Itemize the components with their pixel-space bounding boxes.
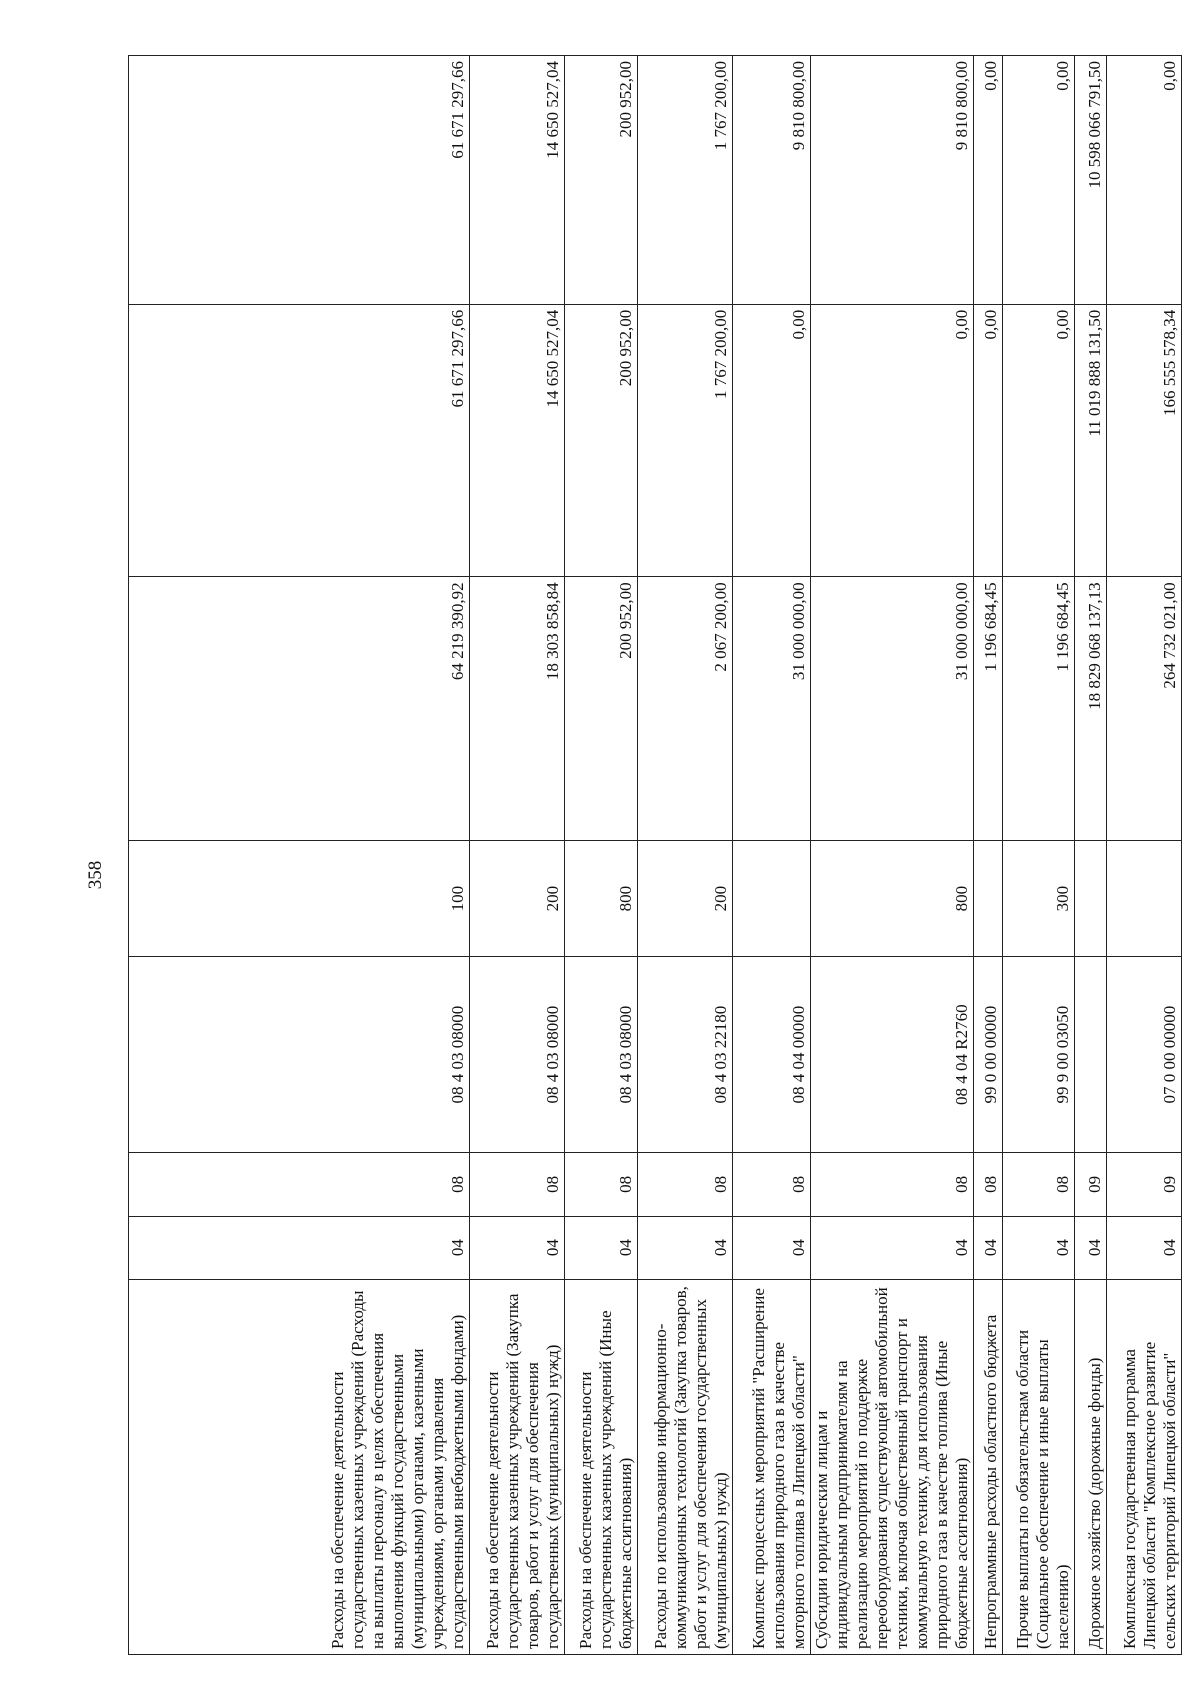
section-code: 04 bbox=[565, 1216, 638, 1279]
budget-table-container bbox=[128, 55, 1180, 1655]
amount-2: 61 671 297,66 bbox=[129, 304, 470, 577]
amount-1: 2 067 200,00 bbox=[638, 577, 733, 841]
table-row bbox=[129, 56, 470, 1655]
expense-type-code: 100 bbox=[129, 841, 470, 957]
subsection-code: 08 bbox=[974, 1153, 1003, 1216]
subsection-code: 09 bbox=[1107, 1153, 1182, 1216]
target-article-code: 08 4 03 08000 bbox=[565, 956, 638, 1152]
expense-type-code: 800 bbox=[565, 841, 638, 957]
amount-2: 0,00 bbox=[733, 304, 811, 577]
amount-1: 31 000 000,00 bbox=[811, 577, 974, 841]
section-code: 04 bbox=[733, 1216, 811, 1279]
amount-2: 200 952,00 bbox=[565, 304, 638, 577]
target-article-code: 08 4 03 22180 bbox=[638, 956, 733, 1152]
row-description: Субсидии юридическим лицам и индивидуальным предпринимателям на реализацию мероприятий по поддержке переоборудования существующей автомобильной техники, включая общественный транспорт и коммунальную технику, для использования природного газа в качестве топлива (Иные бюджетные ассигнования) bbox=[811, 1279, 974, 1654]
amount-3: 61 671 297,66 bbox=[129, 56, 470, 305]
amount-2: 0,00 bbox=[811, 304, 974, 577]
amount-1: 1 196 684,45 bbox=[1003, 577, 1075, 841]
row-description: Расходы на обеспечение деятельности государственных казенных учреждений (Иные бюджетные ассигнования) bbox=[565, 1279, 638, 1654]
amount-1: 31 000 000,00 bbox=[733, 577, 811, 841]
amount-1: 264 732 021,00 bbox=[1107, 577, 1182, 841]
target-article-code: 08 4 03 08000 bbox=[470, 956, 565, 1152]
amount-2: 11 019 888 131,50 bbox=[1075, 304, 1107, 577]
subsection-code: 08 bbox=[638, 1153, 733, 1216]
amount-1: 64 219 390,92 bbox=[129, 577, 470, 841]
subsection-code: 08 bbox=[129, 1153, 470, 1216]
subsection-code: 08 bbox=[811, 1153, 974, 1216]
amount-3: 10 598 066 791,50 bbox=[1075, 56, 1107, 305]
expense-type-code: 800 bbox=[811, 841, 974, 957]
expense-type-code: 300 bbox=[1003, 841, 1075, 957]
amount-1: 1 196 684,45 bbox=[974, 577, 1003, 841]
section-code: 04 bbox=[811, 1216, 974, 1279]
expense-type-code bbox=[1107, 841, 1182, 957]
section-code: 04 bbox=[129, 1216, 470, 1279]
row-description: Расходы на обеспечение деятельности государственных казенных учреждений (Закупка товаров, работ и услуг для обеспечения государственных (муниципальных) нужд) bbox=[470, 1279, 565, 1654]
table-row bbox=[638, 56, 733, 1655]
budget-table bbox=[128, 55, 1182, 1655]
section-code: 04 bbox=[974, 1216, 1003, 1279]
amount-2: 0,00 bbox=[1003, 304, 1075, 577]
table-row bbox=[470, 56, 565, 1655]
amount-1: 18 829 068 137,13 bbox=[1075, 577, 1107, 841]
row-description: Комплексная государственная программа Липецкой области "Комплексное развитие сельских территорий Липецкой области" bbox=[1107, 1279, 1182, 1654]
section-code: 04 bbox=[470, 1216, 565, 1279]
expense-type-code: 200 bbox=[638, 841, 733, 957]
row-description: Дорожное хозяйство (дорожные фонды) bbox=[1075, 1279, 1107, 1654]
table-row bbox=[1075, 56, 1107, 1655]
table-row bbox=[1107, 56, 1182, 1655]
expense-type-code: 200 bbox=[470, 841, 565, 957]
amount-3: 0,00 bbox=[1003, 56, 1075, 305]
subsection-code: 08 bbox=[470, 1153, 565, 1216]
table-row bbox=[565, 56, 638, 1655]
amount-2: 1 767 200,00 bbox=[638, 304, 733, 577]
target-article-code: 07 0 00 00000 bbox=[1107, 956, 1182, 1152]
amount-1: 200 952,00 bbox=[565, 577, 638, 841]
subsection-code: 08 bbox=[1003, 1153, 1075, 1216]
page-number: 358 bbox=[85, 860, 106, 890]
amount-3: 200 952,00 bbox=[565, 56, 638, 305]
amount-3: 9 810 800,00 bbox=[811, 56, 974, 305]
table-row bbox=[811, 56, 974, 1655]
target-article-code bbox=[1075, 956, 1107, 1152]
amount-2: 0,00 bbox=[974, 304, 1003, 577]
amount-1: 18 303 858,84 bbox=[470, 577, 565, 841]
row-description: Прочие выплаты по обязательствам области (Социальное обеспечение и иные выплаты населению) bbox=[1003, 1279, 1075, 1654]
row-description: Непрограммные расходы областного бюджета bbox=[974, 1279, 1003, 1654]
target-article-code: 99 9 00 03050 bbox=[1003, 956, 1075, 1152]
section-code: 04 bbox=[1003, 1216, 1075, 1279]
section-code: 04 bbox=[1107, 1216, 1182, 1279]
amount-2: 166 555 578,34 bbox=[1107, 304, 1182, 577]
subsection-code: 08 bbox=[733, 1153, 811, 1216]
amount-3: 1 767 200,00 bbox=[638, 56, 733, 305]
row-description: Комплекс процессных мероприятий "Расширение использования природного газа в качестве моторного топлива в Липецкой области" bbox=[733, 1279, 811, 1654]
subsection-code: 09 bbox=[1075, 1153, 1107, 1216]
expense-type-code bbox=[733, 841, 811, 957]
amount-3: 9 810 800,00 bbox=[733, 56, 811, 305]
expense-type-code bbox=[1075, 841, 1107, 957]
target-article-code: 08 4 04 00000 bbox=[733, 956, 811, 1152]
row-description: Расходы по использованию информационно-коммуникационных технологий (Закупка товаров, работ и услуг для обеспечения государственных (муниципальных) нужд) bbox=[638, 1279, 733, 1654]
target-article-code: 08 4 03 08000 bbox=[129, 956, 470, 1152]
amount-3: 0,00 bbox=[974, 56, 1003, 305]
expense-type-code bbox=[974, 841, 1003, 957]
row-description: Расходы на обеспечение деятельности государственных казенных учреждений (Расходы на выплаты персоналу в целях обеспечения выполнения функций государственными (муниципальными) органами, казенными учреждениями, органами управления государственными внебюджетными фондами) bbox=[129, 1279, 470, 1654]
amount-2: 14 650 527,04 bbox=[470, 304, 565, 577]
target-article-code: 08 4 04 R2760 bbox=[811, 956, 974, 1152]
target-article-code: 99 0 00 00000 bbox=[974, 956, 1003, 1152]
section-code: 04 bbox=[638, 1216, 733, 1279]
table-row bbox=[733, 56, 811, 1655]
subsection-code: 08 bbox=[565, 1153, 638, 1216]
amount-3: 0,00 bbox=[1107, 56, 1182, 305]
section-code: 04 bbox=[1075, 1216, 1107, 1279]
table-row bbox=[1003, 56, 1075, 1655]
amount-3: 14 650 527,04 bbox=[470, 56, 565, 305]
table-row bbox=[974, 56, 1003, 1655]
